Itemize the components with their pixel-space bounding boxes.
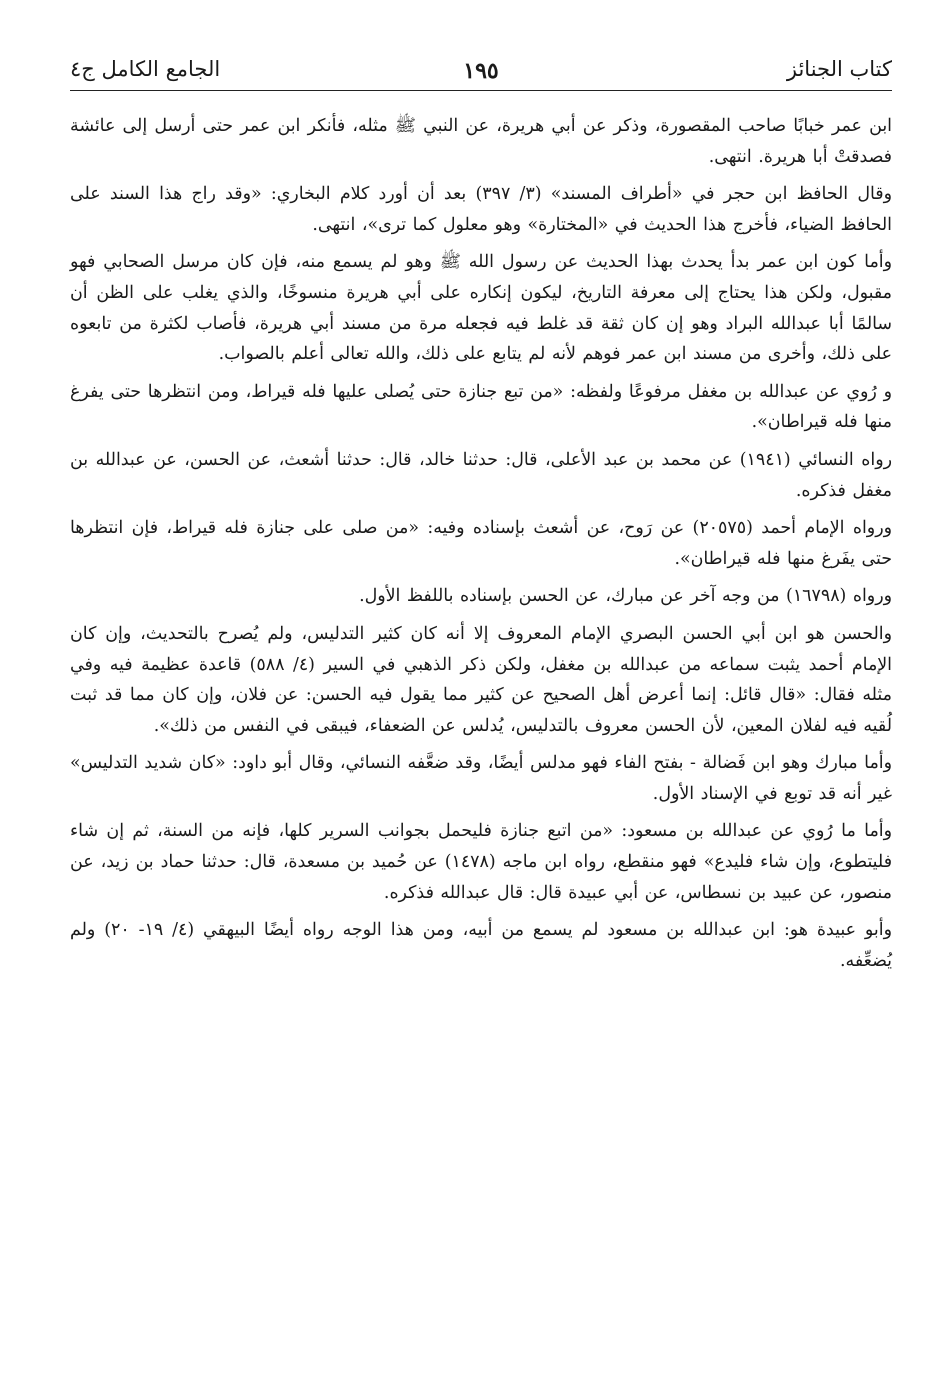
paragraph: وأما مبارك وهو ابن فَضالة - بفتح الفاء فهو مدلس أيضًا، وقد ضعَّفه النسائي، وقال أبو داود: «كان شديد التدليس» غير أنه قد توبع في الإسناد الأول. (70, 753, 892, 804)
paragraph: و رُوي عن عبدالله بن مغفل مرفوعًا ولفظه: «من تبع جنازة حتى يُصلى عليها فله قيراط، ومن انتظرها حتى يفرغ منها فله قيراطان». (70, 381, 892, 433)
page-header (70, 48, 892, 91)
paragraph: رواه النسائي (١٩٤١) عن محمد بن عبد الأعلى، قال: حدثنا خالد، قال: حدثنا أشعث، عن الحسن، عن عبدالله بن مغفل فذكره. (70, 449, 893, 501)
running-head-section: كتاب الجنائز (786, 56, 892, 81)
paragraph: وقال الحافظ ابن حجر في «أطراف المسند» (٣/ ٣٩٧) بعد أن أورد كلام البخاري: «وقد راج هذا السند على الحافظ الضياء، فأخرج هذا الحديث في «المختارة» وهو معلول كما ترى»، انتهى. (70, 184, 893, 235)
paragraph: وأما ما رُوي عن عبدالله بن مسعود: «من اتبع جنازة فليحمل بجوانب السرير كلها، فإنه من السنة، ثم إن شاء فليتطوع، وإن شاء فليدع» فهو منقطع، رواه ابن ماجه (١٤٧٨) عن حُميد بن مسعدة، قال: حدثنا حماد بن زيد، عن منصور، عن عبيد بن نسطاس، عن أبي عبيدة قال: قال عبدالله فذكره. (70, 821, 893, 903)
paragraph: ورواه الإمام أحمد (٢٠٥٧٥) عن رَوح، عن أشعث بإسناده وفيه: «من صلى على جنازة فله قيراط، فإن انتظرها حتى يفَرغ منها فله قيراطان». (70, 518, 892, 569)
page-number: ١٩٥ (463, 58, 499, 84)
paragraph: وأبو عبيدة هو: ابن عبدالله بن مسعود لم يسمع من أبيه، ومن هذا الوجه رواه أيضًا البيهقي (٤/ ١٩- ٢٠) ولم يُضعِّفه. (70, 920, 892, 971)
paragraph: ابن عمر خبابًا صاحب المقصورة، وذكر عن أبي هريرة، عن النبي ﷺ مثله، فأنكر ابن عمر حتى أرسل إلى عائشة فصدقتْ أبا هريرة. انتهى. (70, 116, 892, 167)
paragraph: ورواه (١٦٧٩٨) من وجه آخر عن مبارك، عن الحسن بإسناده باللفظ الأول. (359, 586, 892, 607)
paragraph: والحسن هو ابن أبي الحسن البصري الإمام المعروف إلا أنه كان كثير التدليس، ولم يُصرح بالتحديث، وإن كان الإمام أحمد يثبت سماعه من عبدالله بن مغفل، ولكن ذكر الذهبي في السير (٤/ ٥٨٨) قاعدة عظيمة فيه وفي مثله فقال: «قال قائل: إنما أعرض أهل الصحيح عن كثير مما يقول فيه الحسن: عن فلان، وإن كان مما قد ثبت لُقيه فيه لفلان المعين، لأن الحسن معروف بالتدليس، يُدلس عن الضعفاء، فيبقى في النفس من ذلك». (70, 623, 893, 736)
book-page (70, 48, 892, 1348)
paragraph: وأما كون ابن عمر بدأ يحدث بهذا الحديث عن رسول الله ﷺ وهو لم يسمع منه، فإن كان مرسل الصحابي فهو مقبول، ولكن هذا يحتاج إلى معرفة التاريخ، ليكون إنكاره على أبي هريرة منسوخًا، والذي يغلب على الظن أن سالمًا أبا عبدالله البراد وهو إن كان ثقة قد غلط فيه فجعله مرة من مسند أبي هريرة، فأصاب لكثرة من تابعوه على ذلك، وأخرى من مسند ابن عمر فوهم لأنه لم يتابع على ذلك، والله تعالى أعلم بالصواب. (70, 252, 892, 365)
page-body (70, 111, 892, 976)
running-head-title: الجامع الكامل ج٤ (70, 56, 221, 81)
